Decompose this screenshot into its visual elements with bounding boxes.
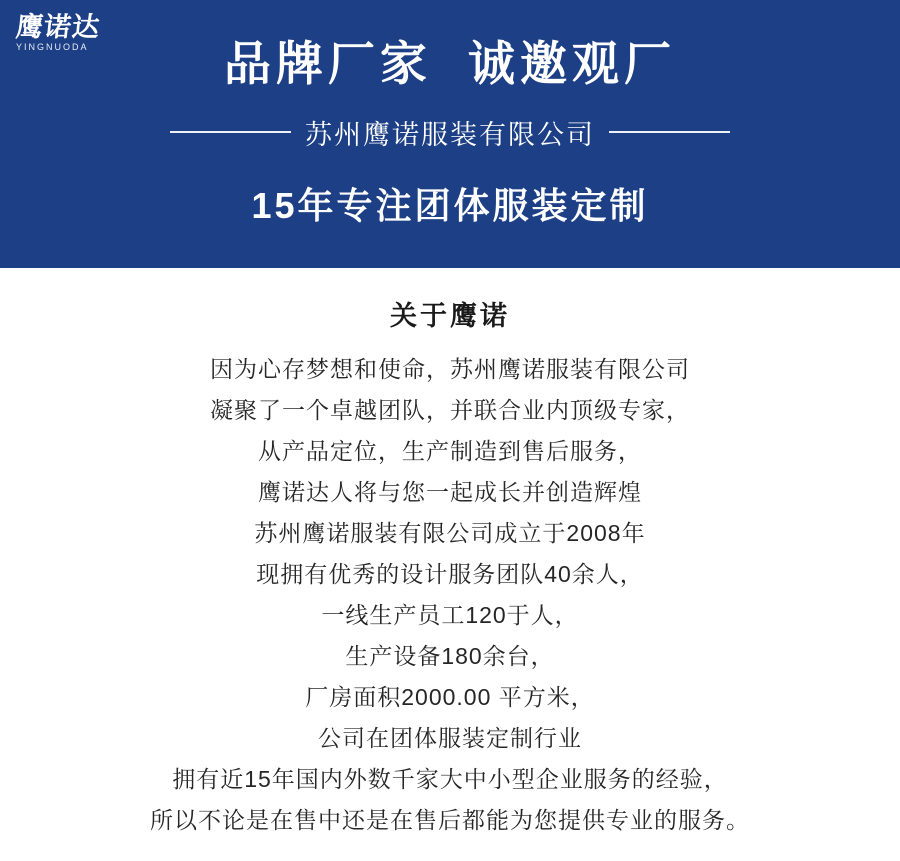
about-line: 厂房面积2000.00 平方米， [305,684,595,710]
banner-content [0,0,900,268]
about-line: 现拥有优秀的设计服务团队40余人， [256,561,644,587]
about-line: 因为心存梦想和使命，苏州鹰诺服装有限公司 [210,356,690,382]
about-line: 生产设备180余台， [345,643,555,669]
logo-wordmark: 鹰诺达 [14,12,102,43]
about-line: 公司在团体服装定制行业 [318,725,582,751]
about-line: 苏州鹰诺服装有限公司成立于2008年 [254,520,646,546]
logo-subtext: YINGNUODA [16,42,89,52]
divider-left [170,131,291,133]
about-line: 凝聚了一个卓越团队，并联合业内顶级专家， [210,397,690,423]
about-line: 一线生产员工120于人， [321,602,579,628]
banner-tagline: 15年专注团体服装定制 [251,184,649,226]
about-line: 鹰诺达人将与您一起成长并创造辉煌 [258,479,642,505]
about-line: 所以不论是在售中还是在售后都能为您提供专业的服务。 [150,807,750,833]
about-line: 拥有近15年国内外数千家大中小型企业服务的经验， [172,766,728,792]
banner-subtitle-row [170,113,730,152]
banner-headline: 品牌厂家 诚邀观厂 [223,37,677,90]
about-section [0,268,900,861]
about-line: 从产品定位，生产制造到售后服务， [258,438,642,464]
divider-right [609,131,730,133]
header-banner [0,0,900,268]
about-title: 关于鹰诺 [390,301,510,331]
about-body [0,349,900,841]
company-name: 苏州鹰诺服装有限公司 [305,119,595,150]
